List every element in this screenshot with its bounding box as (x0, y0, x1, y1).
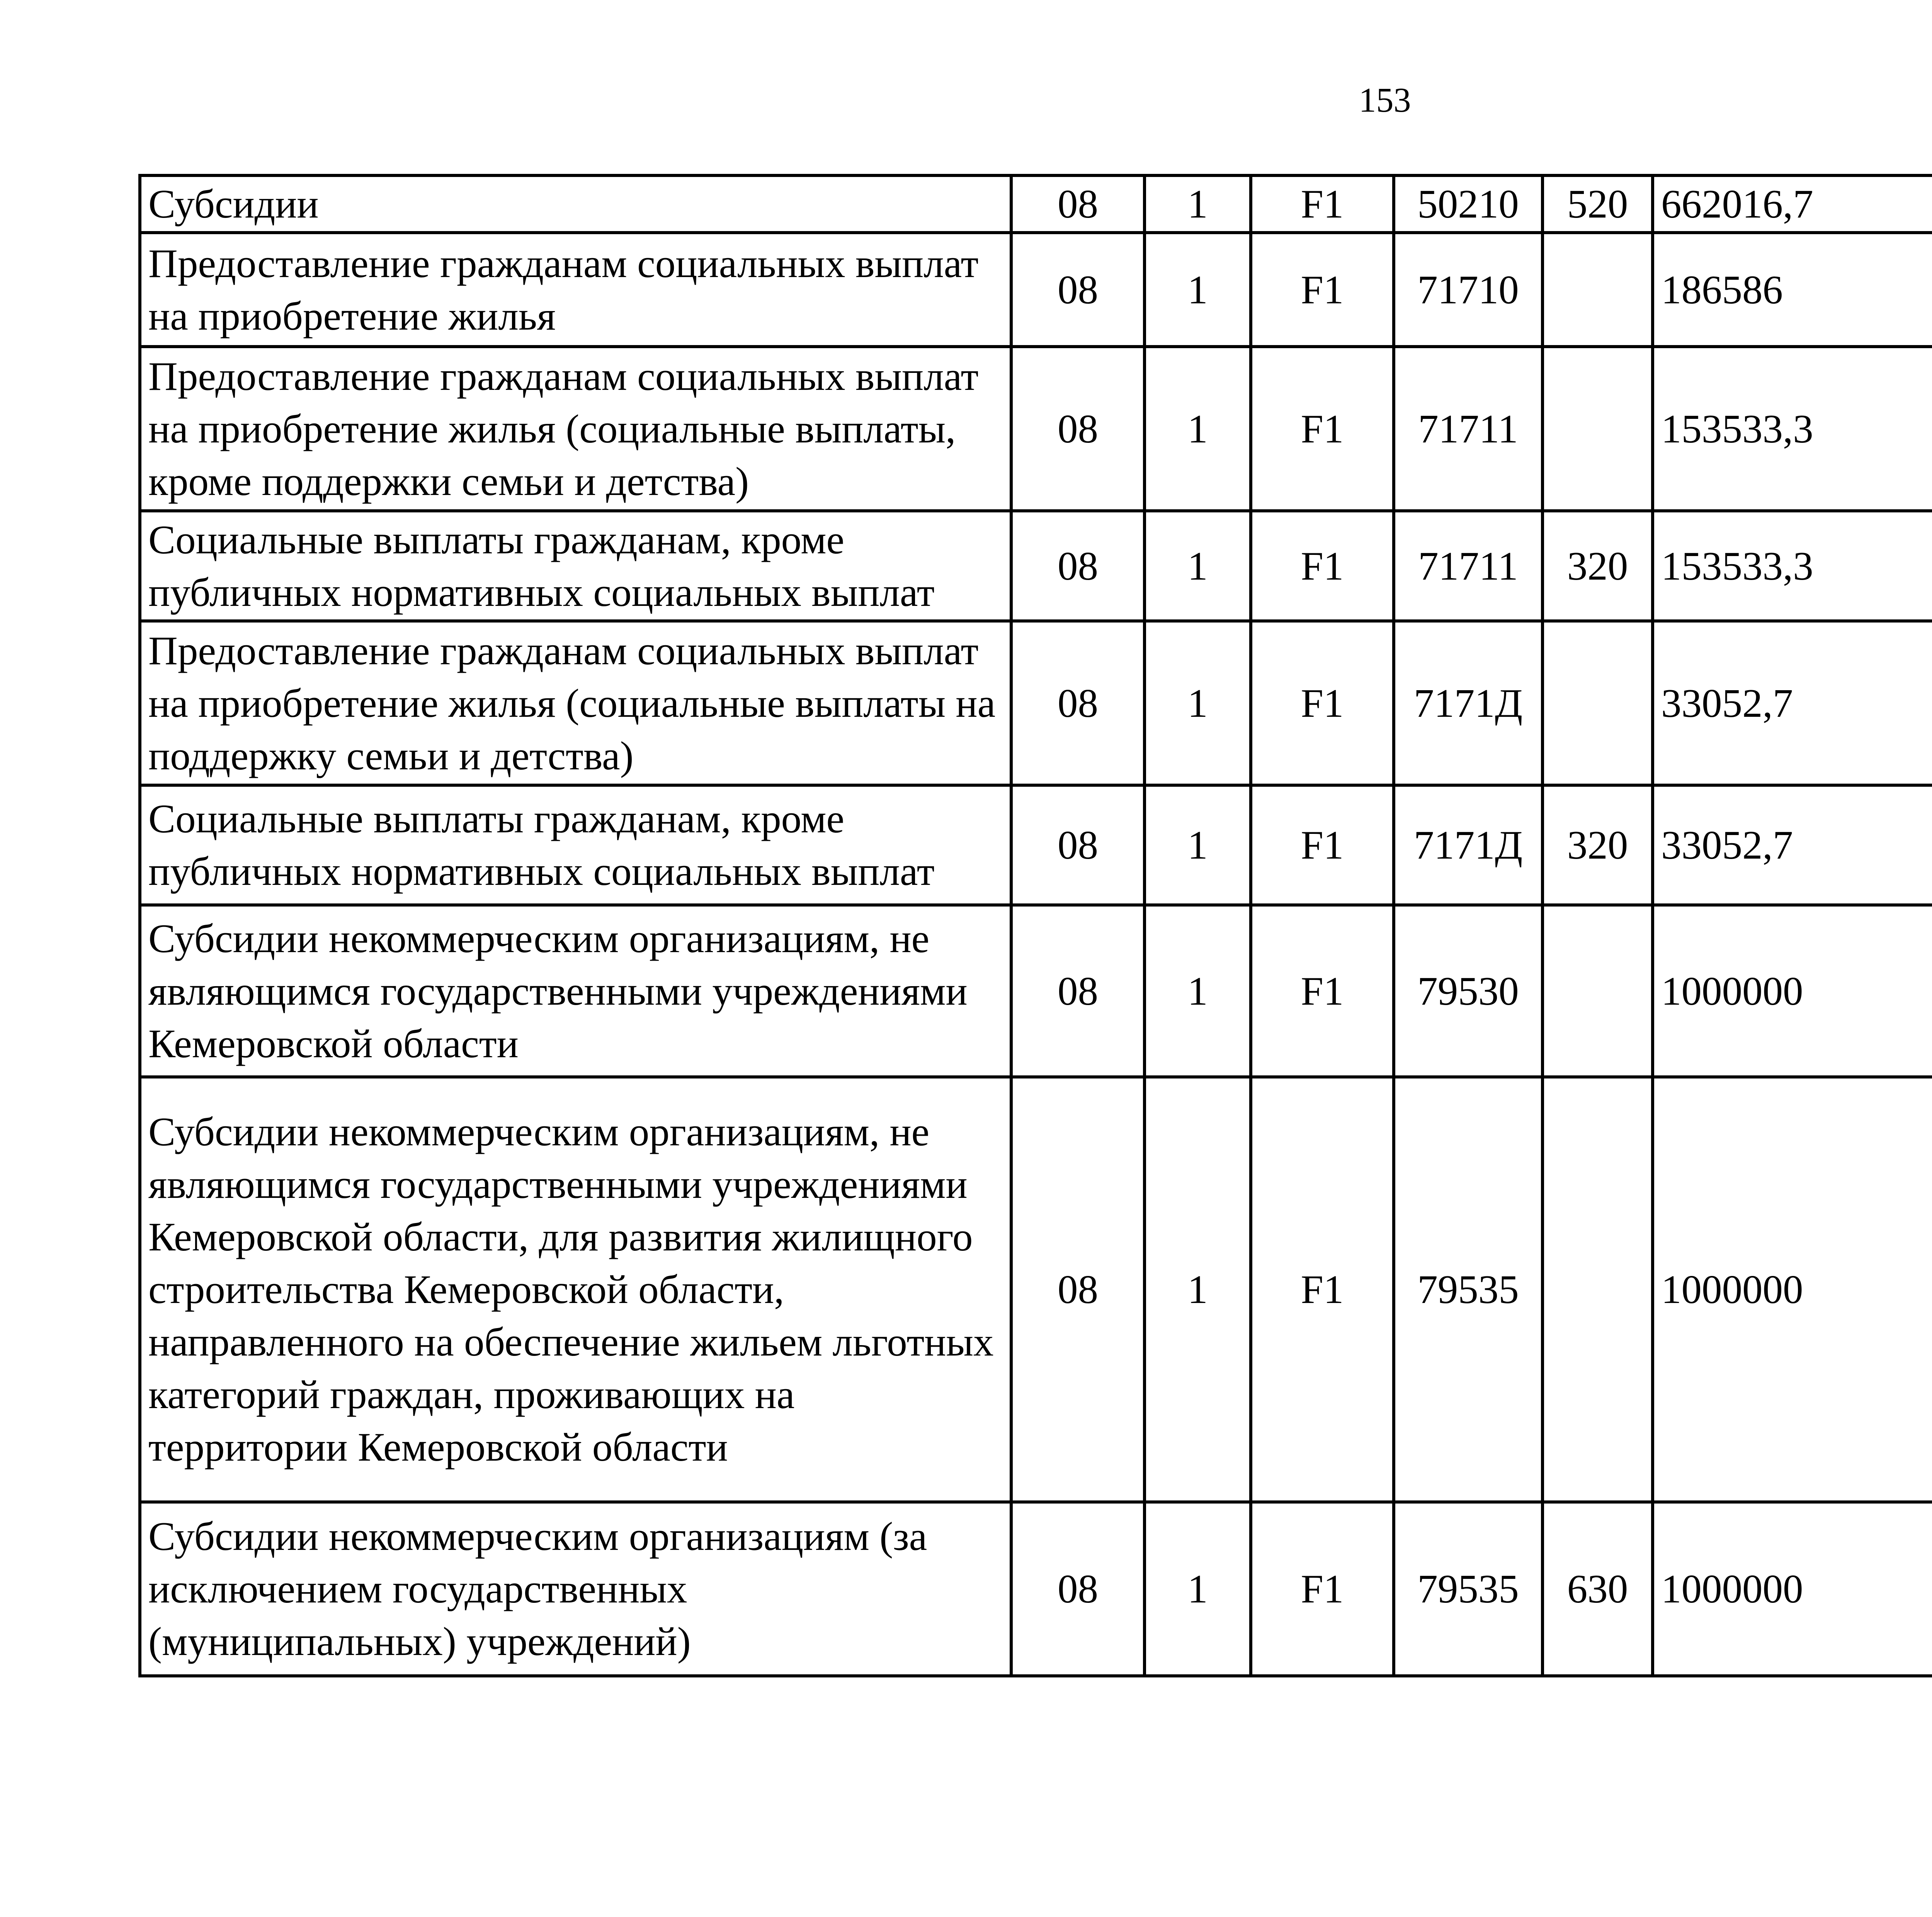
subprogram-code-cell: F1 (1251, 1502, 1394, 1676)
section-code-cell: 08 (1011, 785, 1145, 905)
amount-1-cell: 662016,7 (1653, 175, 1932, 233)
amount-1-cell: 153533,3 (1653, 347, 1932, 511)
table-row (140, 233, 1932, 347)
section-code-cell: 08 (1011, 1502, 1145, 1676)
row-name-cell: Субсидии некоммерческим организациям, не являющимся государственными учреждениями Кемеровской области (140, 905, 1011, 1077)
subprogram-code-cell: F1 (1251, 511, 1394, 621)
expense-type-cell (1543, 1077, 1653, 1502)
subprogram-code-cell: F1 (1251, 233, 1394, 347)
section-code-cell: 08 (1011, 905, 1145, 1077)
row-name-cell: Социальные выплаты гражданам, кроме публичных нормативных социальных выплат (140, 785, 1011, 905)
direction-code-cell: 79535 (1394, 1502, 1543, 1676)
budget-table (138, 174, 1932, 1677)
page-number: 153 (1359, 81, 1411, 119)
program-code-cell: 1 (1145, 511, 1251, 621)
table-row (140, 621, 1932, 785)
expense-type-cell (1543, 905, 1653, 1077)
program-code-cell: 1 (1145, 621, 1251, 785)
program-code-cell: 1 (1145, 233, 1251, 347)
expense-type-cell: 320 (1543, 511, 1653, 621)
table-row (140, 1077, 1932, 1502)
program-code-cell: 1 (1145, 905, 1251, 1077)
program-code-cell: 1 (1145, 1077, 1251, 1502)
subprogram-code-cell: F1 (1251, 347, 1394, 511)
direction-code-cell: 79535 (1394, 1077, 1543, 1502)
section-code-cell: 08 (1011, 175, 1145, 233)
direction-code-cell: 79530 (1394, 905, 1543, 1077)
direction-code-cell: 71711 (1394, 347, 1543, 511)
subprogram-code-cell: F1 (1251, 785, 1394, 905)
section-code-cell: 08 (1011, 1077, 1145, 1502)
amount-1-cell: 186586 (1653, 233, 1932, 347)
program-code-cell: 1 (1145, 785, 1251, 905)
program-code-cell: 1 (1145, 175, 1251, 233)
expense-type-cell (1543, 621, 1653, 785)
program-code-cell: 1 (1145, 1502, 1251, 1676)
subprogram-code-cell: F1 (1251, 1077, 1394, 1502)
table-row (140, 905, 1932, 1077)
program-code-cell: 1 (1145, 347, 1251, 511)
expense-type-cell (1543, 347, 1653, 511)
direction-code-cell: 50210 (1394, 175, 1543, 233)
table-row (140, 511, 1932, 621)
row-name-cell: Субсидии некоммерческим организациям, не являющимся государственными учреждениями Кемеровской области, для развития жилищного строительства Кемеровской области, направленного на обеспечение жильем льготных категорий граждан, проживающих на территории Кемеровской области (140, 1077, 1011, 1502)
table-row (140, 347, 1932, 511)
section-code-cell: 08 (1011, 233, 1145, 347)
row-name-cell: Предоставление гражданам социальных выплат на приобретение жилья (социальные выплаты, кроме поддержки семьи и детства) (140, 347, 1011, 511)
subprogram-code-cell: F1 (1251, 175, 1394, 233)
row-name-cell: Предоставление гражданам социальных выплат на приобретение жилья (140, 233, 1011, 347)
table-row (140, 785, 1932, 905)
table-body (140, 175, 1932, 1676)
row-name-cell: Социальные выплаты гражданам, кроме публичных нормативных социальных выплат (140, 511, 1011, 621)
section-code-cell: 08 (1011, 511, 1145, 621)
row-name-cell: Субсидии некоммерческим организациям (за исключением государственных (муниципальных) учреждений) (140, 1502, 1011, 1676)
amount-1-cell: 33052,7 (1653, 785, 1932, 905)
amount-1-cell: 1000000 (1653, 1077, 1932, 1502)
amount-1-cell: 153533,3 (1653, 511, 1932, 621)
expense-type-cell: 320 (1543, 785, 1653, 905)
subprogram-code-cell: F1 (1251, 905, 1394, 1077)
direction-code-cell: 71710 (1394, 233, 1543, 347)
row-name-cell: Предоставление гражданам социальных выплат на приобретение жилья (социальные выплаты на поддержку семьи и детства) (140, 621, 1011, 785)
expense-type-cell: 630 (1543, 1502, 1653, 1676)
amount-1-cell: 33052,7 (1653, 621, 1932, 785)
subprogram-code-cell: F1 (1251, 621, 1394, 785)
expense-type-cell (1543, 233, 1653, 347)
table-row (140, 1502, 1932, 1676)
expense-type-cell: 520 (1543, 175, 1653, 233)
amount-1-cell: 1000000 (1653, 1502, 1932, 1676)
direction-code-cell: 7171Д (1394, 621, 1543, 785)
direction-code-cell: 71711 (1394, 511, 1543, 621)
row-name-cell: Субсидии (140, 175, 1011, 233)
section-code-cell: 08 (1011, 621, 1145, 785)
table-row (140, 175, 1932, 233)
section-code-cell: 08 (1011, 347, 1145, 511)
amount-1-cell: 1000000 (1653, 905, 1932, 1077)
direction-code-cell: 7171Д (1394, 785, 1543, 905)
